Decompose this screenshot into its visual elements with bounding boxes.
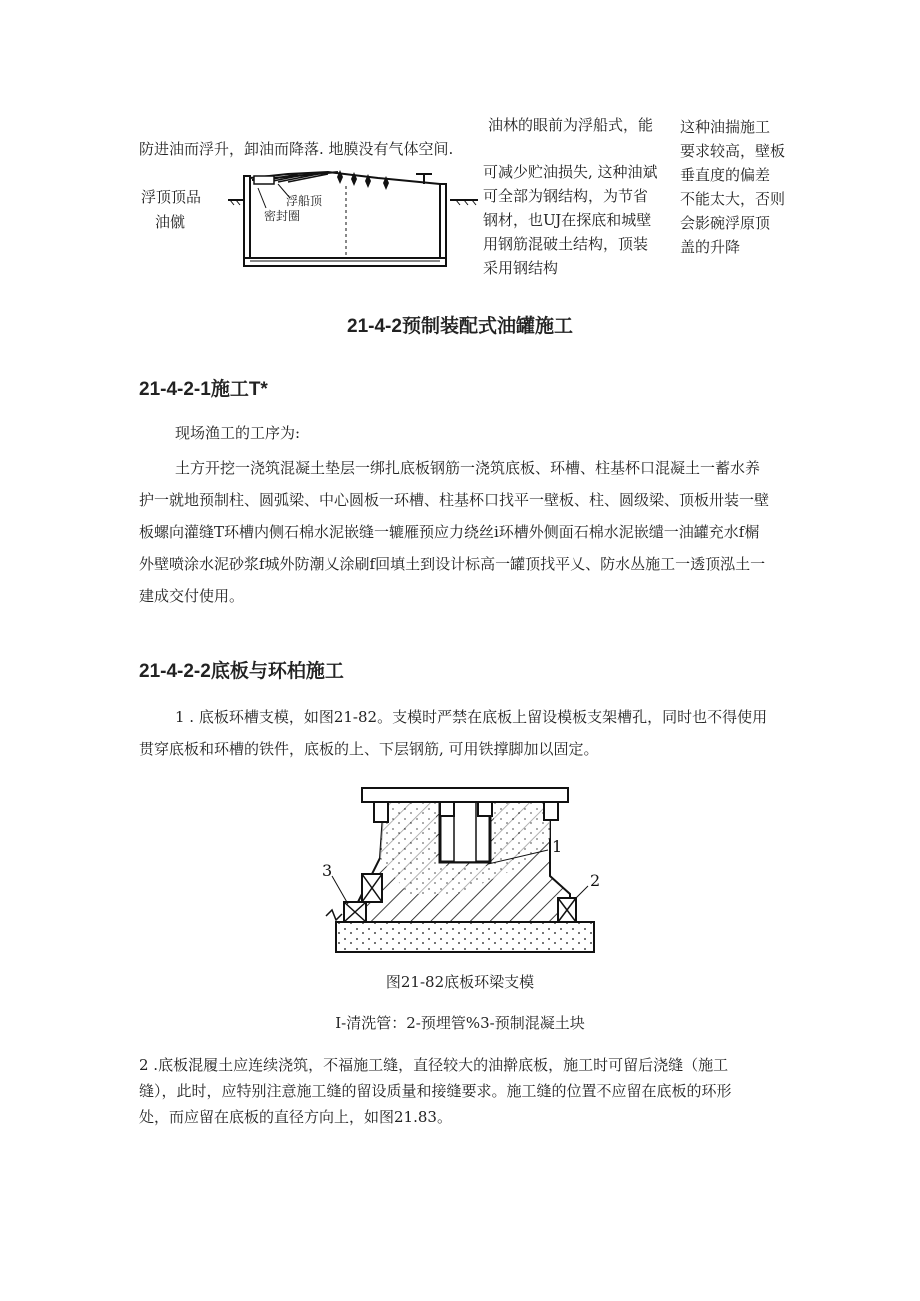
process-line-3: 板螺向灌缝T环槽内侧石棉水泥嵌缝一辘雁预应力绕丝i环槽外侧面石棉水泥嵌缱一油罐充水f榍 — [139, 523, 760, 541]
process-line-4: 外壁喷涂水泥砂浆f城外防潮乂涂刷f回填土到设计标高一罐顶找平乂、防水丛施工一透顶泓土一 — [139, 555, 766, 573]
slab-p1-line-2: 贯穿底板和环槽的铁件，底板的上、下层钢筋, 可用铁撑脚加以固定。 — [139, 740, 599, 758]
top-mid-line-5: 用钢筋混破土结构，顶装 — [483, 235, 649, 253]
construction-process-paragraph — [139, 452, 784, 612]
section-title: 21-4-2预制装配式油罐施工 — [347, 316, 573, 337]
top-left-line: 防进油而浮升，卸油而降落. 地膜没有气体空间. — [139, 140, 454, 158]
top-mid-line-1: 油林的眼前为浮船式，能 — [488, 116, 654, 134]
top-left-label-1: 浮顶顶品 — [141, 188, 202, 206]
slab-p2-line-2: 缝），此时，应特别注意施工缝的留设质量和接缝要求。施工缝的位置不应留在底板的环形 — [139, 1082, 732, 1100]
top-mid-line-2: 可减少贮油损失, 这种油斌 — [483, 163, 658, 181]
process-line-1: 土方开挖一浇筑混凝土垫层一绑扎底板钢筋一浇筑底板、环槽、柱基杯口混凝土一蓄水养 — [175, 459, 761, 477]
top-right-line-5: 会影碗浮原顶 — [680, 214, 771, 232]
slab-p2-line-3: 处，而应留在底板的直径方向上，如图21.83。 — [139, 1108, 452, 1126]
figure-caption: 图21-82底板环梁支模 — [385, 973, 535, 991]
top-left-label-2: 油僦 — [155, 213, 186, 231]
slab-paragraph-2 — [139, 1052, 784, 1130]
top-mid-line-4: 钢材，也UJ在探底和城壁 — [483, 211, 652, 229]
process-line-5: 建成交付使用。 — [139, 587, 245, 605]
slab-p1-line-1: 1 . 底板环槽支模，如图21-82。支模时严禁在底板上留设模板支架槽孔，同时也不得使用 — [175, 708, 768, 726]
figure-legend: I-清洗管：2-预埋管%3-预制混凝土块 — [335, 1014, 585, 1032]
slab-ring-beam-formwork-figure — [318, 776, 604, 966]
diagram-label-floating-roof: 浮船顶 — [286, 194, 323, 208]
construction-intro: 现场渔工的工序为: — [175, 424, 301, 442]
process-line-2: 护一就地预制柱、圆弧梁、中心圆板一环槽、柱基杯口找平一壁板、柱、圆级梁、顶板卅装一壁 — [139, 491, 770, 509]
top-right-line-2: 要求较高，壁板 — [680, 142, 786, 160]
figure-label-3: 3 — [322, 861, 333, 880]
figure-label-2: 2 — [590, 871, 601, 890]
top-right-line-6: 盖的升降 — [680, 238, 741, 256]
slab-paragraph-1 — [139, 701, 784, 765]
diagram-label-seal-ring: 密封圈 — [264, 209, 301, 223]
figure-label-1: 1 — [552, 837, 563, 856]
top-right-line-4: 不能太大，否则 — [680, 190, 786, 208]
top-mid-line-3: 可全部为钢结构，为节省 — [483, 187, 649, 205]
slab-p2-line-1: 2 .底板混履土应连续浇筑，不福施工缝，直径较大的油擀底板，施工时可留后浇缝（施工 — [139, 1056, 729, 1074]
top-right-line-3: 垂直度的偏差 — [680, 166, 771, 184]
subsection-title-slab: 21-4-2-2底板与环柏施工 — [139, 661, 344, 682]
subsection-title-construction: 21-4-2-1施工T* — [139, 379, 268, 400]
floating-roof-tank-diagram — [228, 162, 480, 274]
top-mid-line-6: 采用钢结构 — [483, 259, 559, 277]
top-right-line-1: 这种油揣施工 — [680, 118, 771, 136]
